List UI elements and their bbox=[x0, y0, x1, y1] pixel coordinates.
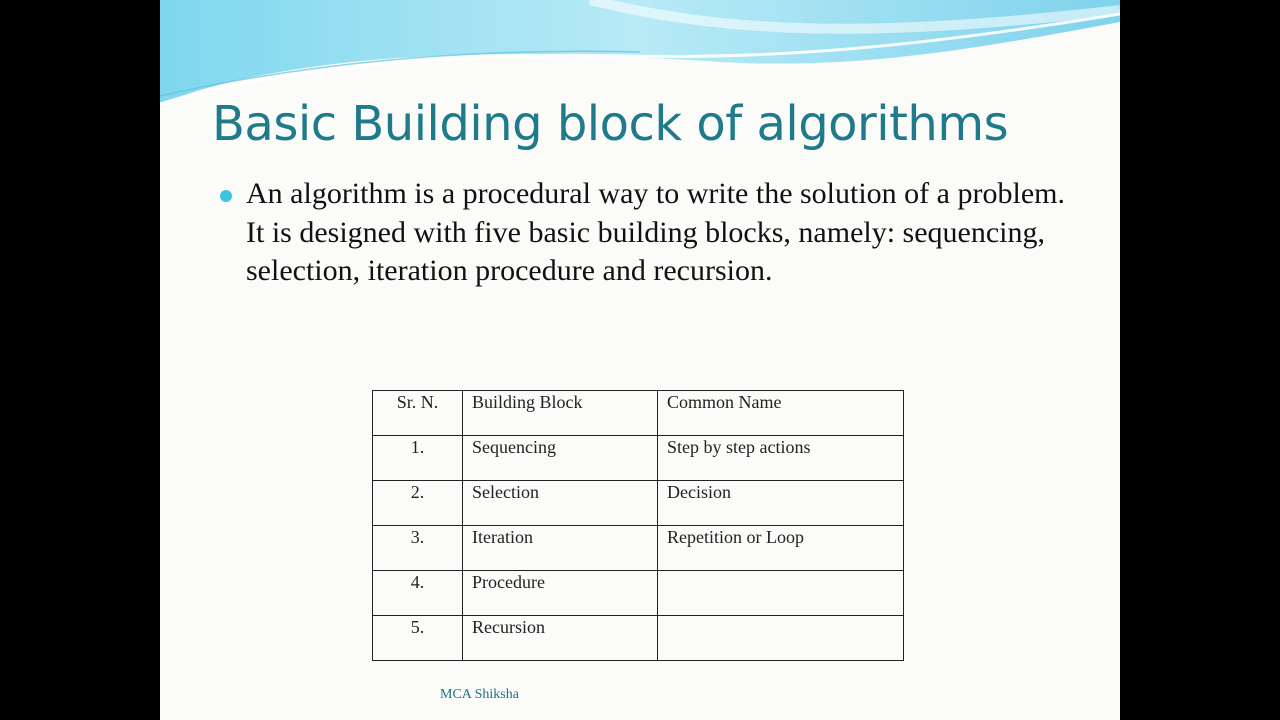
header-cell-common-name: Common Name bbox=[658, 391, 904, 436]
cell-common-name bbox=[658, 616, 904, 661]
table-row bbox=[373, 481, 904, 526]
table-row bbox=[373, 571, 904, 616]
cell-block: Selection bbox=[463, 481, 658, 526]
cell-block: Iteration bbox=[463, 526, 658, 571]
cell-sr: 2. bbox=[373, 481, 463, 526]
bullet-text: An algorithm is a procedural way to write the solution of a problem. It is designed with five basic building blocks, namely: sequencing, selection, iteration procedure and recursion. bbox=[246, 177, 1065, 287]
cell-sr: 4. bbox=[373, 571, 463, 616]
cell-common-name bbox=[658, 571, 904, 616]
table-row bbox=[373, 616, 904, 661]
building-blocks-table bbox=[372, 390, 904, 661]
table-row bbox=[373, 526, 904, 571]
cell-common-name: Repetition or Loop bbox=[658, 526, 904, 571]
cell-sr: 3. bbox=[373, 526, 463, 571]
cell-sr: 1. bbox=[373, 436, 463, 481]
cell-block: Recursion bbox=[463, 616, 658, 661]
table-header-row bbox=[373, 391, 904, 436]
cell-common-name: Step by step actions bbox=[658, 436, 904, 481]
cell-common-name: Decision bbox=[658, 481, 904, 526]
slide-title: Basic Building block of algorithms bbox=[212, 96, 1009, 152]
table-row bbox=[373, 436, 904, 481]
header-cell-sr: Sr. N. bbox=[373, 391, 463, 436]
header-cell-block: Building Block bbox=[463, 391, 658, 436]
bullet-dot-icon bbox=[220, 190, 232, 202]
cell-sr: 5. bbox=[373, 616, 463, 661]
cell-block: Procedure bbox=[463, 571, 658, 616]
footer-text: MCA Shiksha bbox=[440, 687, 519, 702]
slide bbox=[160, 0, 1120, 720]
cell-block: Sequencing bbox=[463, 436, 658, 481]
